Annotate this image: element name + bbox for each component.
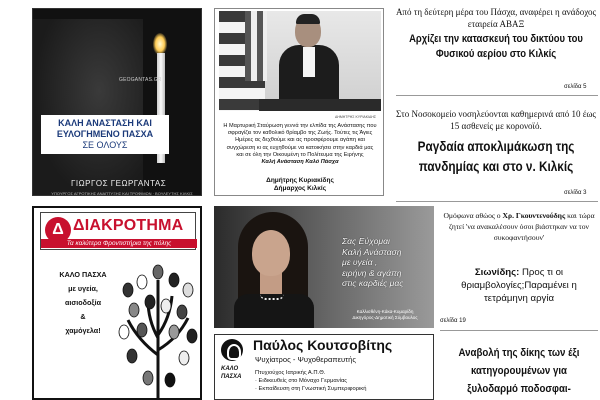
watermark: GEOGANTAS.GR xyxy=(119,77,162,83)
wish-text: Καλή Ανάσταση Καλό Πάσχα xyxy=(261,159,339,166)
lead-rest: και τώρα ζητεί 'να ανακαλέσουν όσοι βιάστηκαν να τον συκοφαντήσουν' xyxy=(449,211,595,242)
credential-item: · Ειδικευθείς στο Μόναχο Γερμανίας xyxy=(255,377,348,384)
divider xyxy=(440,330,598,331)
ad-georgantas[interactable] xyxy=(32,8,202,196)
page-reference[interactable]: σελίδα 3 xyxy=(564,190,587,196)
news-lead xyxy=(440,210,598,243)
divider xyxy=(396,201,598,202)
news-headline[interactable]: Ραγδαία αποκλιμάκωση της πανδημίας και στο ν. Κιλκίς xyxy=(417,138,575,174)
flag-icon xyxy=(245,11,267,81)
credentials-list xyxy=(255,370,431,393)
page-reference[interactable]: σελίδα 19 xyxy=(440,318,466,324)
wish-line: ΚΑΛΟ ΠΑΣΧΑ xyxy=(59,270,107,279)
page-reference[interactable]: σελίδα 5 xyxy=(564,84,587,90)
lead-name: Χρ. Γκουντενούδης xyxy=(502,211,566,220)
wish-line: αισιοδοξία xyxy=(64,298,102,307)
wish-line: στις καρδιές μας xyxy=(342,278,404,288)
ad-koutsovitis[interactable] xyxy=(214,334,434,400)
brand-logo xyxy=(40,212,196,250)
ad-kallisthenis[interactable] xyxy=(214,206,434,328)
person-figure xyxy=(279,15,339,111)
news-headline[interactable]: Αναβολή της δίκης των έξι κατηγορουμένων για ξυλοδαρμό ποδοσφαι- xyxy=(458,347,580,395)
desk xyxy=(259,99,381,111)
signature xyxy=(223,177,377,193)
news-lead: Στο Νοσοκομείο νοσηλεύονται καθημερινά από 10 έως 15 ασθενείς με κορονοϊό. xyxy=(396,109,596,131)
credential-item: Πτυχιούχος Ιατρικής Α.Π.Θ. xyxy=(255,370,326,376)
news-headline[interactable]: Αρχίζει την κατασκευή του δικτύου του Φυσικού αερίου στο Κιλκίς xyxy=(409,33,583,60)
wish-line: Σας Εύχομαι xyxy=(342,236,390,246)
easter-wish xyxy=(342,236,432,289)
ad-person-name: ΓΙΩΡΓΟΣ ΓΕΩΡΓΑΝΤΑΣ xyxy=(71,179,167,188)
candle-flame-icon xyxy=(153,33,167,55)
headline-bold: Σιωνίδης: xyxy=(474,267,520,278)
wish-line: & xyxy=(80,312,86,321)
news-lead: Από τη δεύτερη μέρα του Πάσχα, αναφέρει η ανάδοχος εταιρεία ΑΒΑΞ xyxy=(395,7,597,29)
wish-line: χαμόγελα! xyxy=(65,326,101,335)
brand-tagline: Τα καλύτερα Φροντιστήρια της πόλης xyxy=(41,239,197,248)
greeting-line: ΠΑΣΧΑ xyxy=(221,374,242,380)
brand-logo-icon: Δ xyxy=(45,217,71,243)
signature xyxy=(338,309,432,321)
ad-diakrotima[interactable] xyxy=(32,206,202,400)
ad-message xyxy=(223,123,377,166)
person-photo xyxy=(234,212,324,328)
wish-line: με υγεία , xyxy=(342,257,378,267)
mayor-photo xyxy=(219,11,381,111)
wish-line: Καλή Ανάσταση xyxy=(342,246,402,257)
ad-person-role: ΥΠΟΥΡΓΟΣ ΑΓΡΟΤΙΚΗΣ ΑΝΑΠΤΥΞΗΣ ΚΑΙ ΤΡΟΦΙΜΩΝ · ΒΟΥΛΕΥΤΗΣ ΚΙΛΚΙΣ xyxy=(51,191,193,196)
easter-greeting xyxy=(221,365,251,381)
greeting-box xyxy=(41,115,169,154)
greeting-line: ΣΕ ΟΛΟΥΣ xyxy=(82,140,128,150)
signature-title: Δήμαρχος Κιλκίς xyxy=(273,185,327,192)
signature-name: Καλλισθένη-Κάκα-Κυμαρίδη xyxy=(356,309,414,314)
signature-name: Δημήτρης Κυριακίδης xyxy=(266,177,334,184)
psychiatrist-logo-icon xyxy=(221,339,243,361)
easter-egg-tree-icon xyxy=(118,260,198,398)
news-headline[interactable] xyxy=(440,266,598,305)
divider xyxy=(396,95,598,96)
greeting-line: ΕΥΛΟΓΗΜΕΝΟ ΠΑΣΧΑ xyxy=(56,129,154,139)
person-silhouette xyxy=(33,19,143,196)
credential-item: · Εκπαίδευση στη Γνωστική Συμπεριφορική xyxy=(255,385,367,392)
greeting-line: ΚΑΛΗ ΑΝΑΣΤΑΣΗ ΚΑΙ xyxy=(58,118,152,128)
message-text: Η Μαρτυρική Σταύρωση γεννά την ελπίδα της Ανάστασης που σφραγίζει τον καθολικό θρίαμβο της Ζωής. Τούτες τις Άγιες Ημέρες ας δεχθούμε και ας προσφέρουμε αγάπη και συγχώρεση κι ας ευχηθούμε να κατοικήσει στην καρδιά μας και σε όλη την Οικουμένη το Πολίτευμα της Ειρήνης xyxy=(223,123,377,158)
photo-caption: ΔΗΜΗΤΡΗΣ ΚΥΡΙΑΚΙΔΗΣ xyxy=(335,115,377,119)
ad-person-name: Παύλος Κουτσοβίτης xyxy=(253,337,393,353)
wish-line: με υγεία, xyxy=(68,284,98,293)
greeting-line: ΚΑΛΟ xyxy=(221,366,239,372)
easter-wish xyxy=(44,268,122,338)
ad-person-title: Ψυχίατρος - Ψυχοθεραπευτής xyxy=(255,355,356,364)
headline-rest: Προς τι οι θριαμβολογίες;Παραμένει η τετράμηνη αργία xyxy=(461,267,577,304)
lead-prefix: Ομόφωνα αθώος ο xyxy=(443,211,501,220)
wish-line: ειρήνη & αγάπη xyxy=(342,267,402,278)
brand-name: ΔΙΑΚΡΟΤΗΜΑ xyxy=(73,217,184,234)
ad-kyriakidis[interactable] xyxy=(214,8,384,196)
signature-title: Δικηγόρος-Δημοτική Σύμβουλος xyxy=(352,315,418,320)
